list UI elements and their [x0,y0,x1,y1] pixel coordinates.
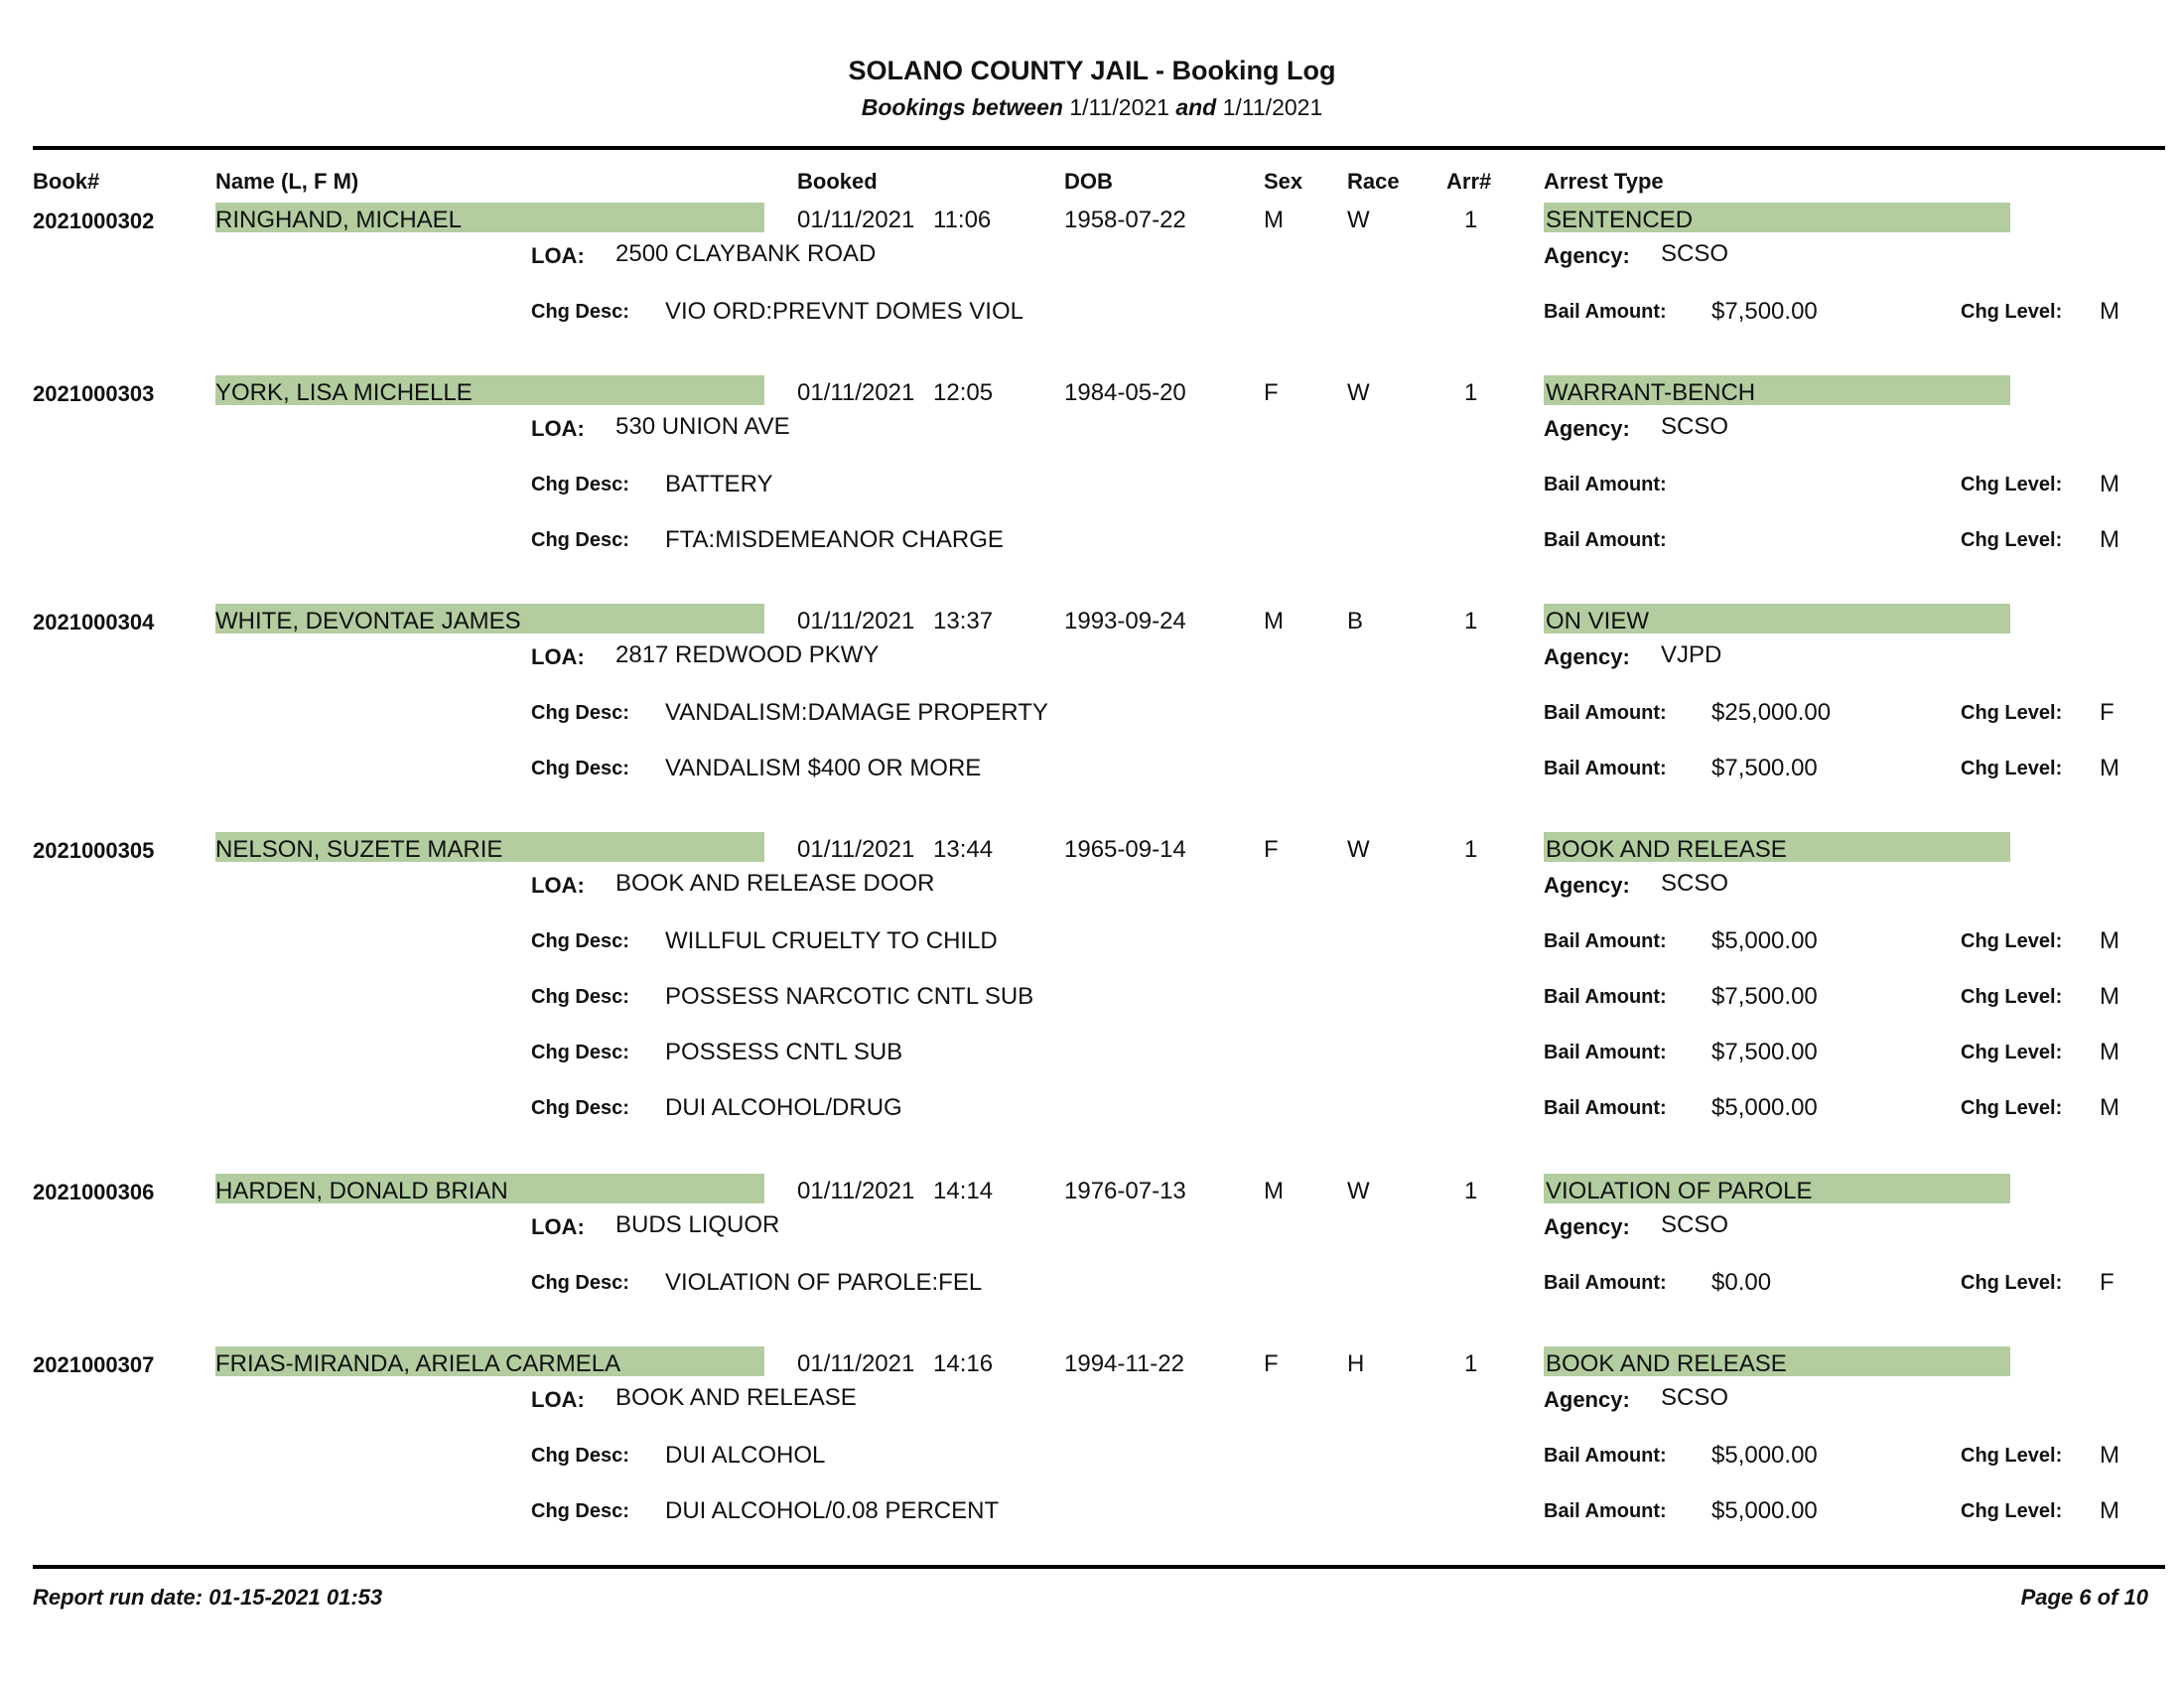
booked-time: 14:16 [933,1350,994,1377]
book-number: 2021000302 [33,209,155,233]
chg-level-label: Chg Level: [1961,1042,2063,1063]
bail-amount-label: Bail Amount: [1544,1097,1667,1119]
chg-level-value: M [2100,471,2119,497]
sex: M [1264,1178,1284,1204]
chg-desc-value: POSSESS NARCOTIC CNTL SUB [665,983,1034,1010]
chg-desc-value: VANDALISM:DAMAGE PROPERTY [665,699,1048,726]
subtitle-from-date: 1/11/2021 [1069,94,1169,120]
chg-level-value: M [2100,1039,2119,1065]
loa-label: LOA: [531,644,585,669]
race: W [1347,379,1370,406]
col-header-booked: Booked [797,169,878,194]
booked-date: 01/11/2021 [797,207,915,233]
arrest-type: BOOK AND RELEASE [1546,1350,1787,1377]
col-header-race: Race [1347,169,1400,194]
bail-amount-value: $0.00 [1711,1269,1772,1296]
agency-label: Agency: [1544,243,1630,268]
inmate-name: HARDEN, DONALD BRIAN [215,1178,508,1204]
inmate-name: NELSON, SUZETE MARIE [215,836,503,863]
booked-date: 01/11/2021 [797,608,915,634]
chg-desc-value: VANDALISM $400 OR MORE [665,755,982,781]
agency-value: VJPD [1661,641,1722,668]
dob: 1958-07-22 [1064,207,1186,233]
chg-level-value: M [2100,983,2119,1010]
col-header-name: Name (L, F M) [215,169,359,194]
race: W [1347,1178,1370,1204]
chg-desc-value: DUI ALCOHOL/DRUG [665,1094,902,1121]
chg-desc-label: Chg Desc: [531,702,629,724]
arrest-number: 1 [1464,1350,1478,1377]
sex: F [1264,836,1279,863]
report-run-date: Report run date: 01-15-2021 01:53 [33,1585,383,1610]
chg-level-label: Chg Level: [1961,986,2063,1008]
header-rule [33,146,2165,150]
chg-level-label: Chg Level: [1961,1500,2063,1522]
chg-desc-value: FTA:MISDEMEANOR CHARGE [665,526,1004,553]
chg-level-label: Chg Level: [1961,930,2063,952]
chg-level-value: F [2100,1269,2115,1296]
chg-level-label: Chg Level: [1961,1272,2063,1294]
bail-amount-label: Bail Amount: [1544,758,1667,779]
chg-desc-label: Chg Desc: [531,1500,629,1522]
bail-amount-label: Bail Amount: [1544,301,1667,323]
inmate-name: RINGHAND, MICHAEL [215,207,463,233]
booked-date: 01/11/2021 [797,1178,915,1204]
bail-amount-value: $5,000.00 [1711,927,1818,954]
chg-level-value: M [2100,927,2119,954]
bail-amount-label: Bail Amount: [1544,1042,1667,1063]
loa-value: 530 UNION AVE [615,413,790,440]
sex: F [1264,1350,1279,1377]
footer-rule [33,1565,2165,1569]
bail-amount-label: Bail Amount: [1544,1272,1667,1294]
booked-time: 13:44 [933,836,994,863]
subtitle-to-date: 1/11/2021 [1222,94,1323,120]
bail-amount-value: $7,500.00 [1711,755,1818,781]
booked-time: 11:06 [933,207,992,233]
chg-desc-label: Chg Desc: [531,930,629,952]
col-header-book: Book# [33,169,100,194]
chg-desc-value: POSSESS CNTL SUB [665,1039,903,1065]
subtitle-prefix: Bookings between [861,94,1063,120]
bail-amount-label: Bail Amount: [1544,986,1667,1008]
chg-level-label: Chg Level: [1961,301,2063,323]
chg-desc-value: DUI ALCOHOL/0.08 PERCENT [665,1497,1000,1524]
bail-amount-label: Bail Amount: [1544,474,1667,495]
chg-desc-label: Chg Desc: [531,301,629,323]
arrest-type: ON VIEW [1546,608,1650,634]
agency-label: Agency: [1544,873,1630,898]
loa-label: LOA: [531,416,585,441]
race: W [1347,207,1370,233]
chg-desc-label: Chg Desc: [531,474,629,495]
bail-amount-value: $7,500.00 [1711,1039,1818,1065]
book-number: 2021000306 [33,1180,155,1204]
arrest-number: 1 [1464,1178,1478,1204]
sex: F [1264,379,1279,406]
book-number: 2021000307 [33,1352,155,1377]
booked-time: 14:14 [933,1178,994,1204]
chg-desc-label: Chg Desc: [531,1042,629,1063]
race: W [1347,836,1370,863]
inmate-name: FRIAS-MIRANDA, ARIELA CARMELA [215,1350,621,1377]
chg-level-value: F [2100,699,2115,726]
race: H [1347,1350,1365,1377]
inmate-name: YORK, LISA MICHELLE [215,379,473,406]
agency-value: SCSO [1661,240,1729,267]
loa-label: LOA: [531,1387,585,1412]
bail-amount-label: Bail Amount: [1544,702,1667,724]
bail-amount-value: $5,000.00 [1711,1497,1818,1524]
agency-label: Agency: [1544,416,1630,441]
loa-value: 2500 CLAYBANK ROAD [615,240,877,267]
book-number: 2021000303 [33,381,155,406]
bail-amount-label: Bail Amount: [1544,930,1667,952]
chg-level-label: Chg Level: [1961,1097,2063,1119]
booked-date: 01/11/2021 [797,1350,915,1377]
arrest-number: 1 [1464,608,1478,634]
chg-level-label: Chg Level: [1961,702,2063,724]
chg-desc-value: WILLFUL CRUELTY TO CHILD [665,927,998,954]
chg-desc-label: Chg Desc: [531,1445,629,1467]
booked-date: 01/11/2021 [797,379,915,406]
report-subtitle [0,94,2184,121]
chg-desc-value: DUI ALCOHOL [665,1442,826,1469]
race: B [1347,608,1364,634]
page-number: Page 6 of 10 [2020,1585,2148,1610]
chg-desc-value: BATTERY [665,471,773,497]
arrest-number: 1 [1464,379,1478,406]
chg-level-label: Chg Level: [1961,758,2063,779]
col-header-sex: Sex [1264,169,1303,194]
booked-time: 13:37 [933,608,994,634]
chg-desc-label: Chg Desc: [531,986,629,1008]
chg-desc-label: Chg Desc: [531,1097,629,1119]
agency-value: SCSO [1661,870,1729,897]
arrest-number: 1 [1464,836,1478,863]
loa-value: 2817 REDWOOD PKWY [615,641,880,668]
booked-date: 01/11/2021 [797,836,915,863]
dob: 1976-07-13 [1064,1178,1186,1204]
bail-amount-value: $7,500.00 [1711,298,1818,325]
col-header-dob: DOB [1064,169,1113,194]
chg-level-value: M [2100,755,2119,781]
chg-desc-label: Chg Desc: [531,758,629,779]
loa-value: BUDS LIQUOR [615,1211,780,1238]
dob: 1993-09-24 [1064,608,1186,634]
agency-label: Agency: [1544,1214,1630,1239]
agency-value: SCSO [1661,413,1729,440]
chg-level-label: Chg Level: [1961,529,2063,551]
chg-desc-label: Chg Desc: [531,1272,629,1294]
dob: 1965-09-14 [1064,836,1186,863]
agency-label: Agency: [1544,644,1630,669]
report-title: SOLANO COUNTY JAIL - Booking Log [848,56,1336,85]
chg-level-value: M [2100,526,2119,553]
chg-level-label: Chg Level: [1961,474,2063,495]
bail-amount-value: $5,000.00 [1711,1442,1818,1469]
bail-amount-label: Bail Amount: [1544,1445,1667,1467]
bail-amount-value: $7,500.00 [1711,983,1818,1010]
chg-level-value: M [2100,1497,2119,1524]
book-number: 2021000305 [33,838,155,863]
dob: 1984-05-20 [1064,379,1186,406]
col-header-arrest-type: Arrest Type [1544,169,1664,194]
agency-label: Agency: [1544,1387,1630,1412]
book-number: 2021000304 [33,610,155,634]
col-header-arr: Arr# [1446,169,1492,194]
bail-amount-label: Bail Amount: [1544,1500,1667,1522]
chg-level-label: Chg Level: [1961,1445,2063,1467]
booked-time: 12:05 [933,379,994,406]
chg-level-value: M [2100,1094,2119,1121]
arrest-number: 1 [1464,207,1478,233]
dob: 1994-11-22 [1064,1350,1184,1377]
chg-desc-value: VIO ORD:PREVNT DOMES VIOL [665,298,1024,325]
subtitle-and: and [1175,94,1217,120]
chg-desc-label: Chg Desc: [531,529,629,551]
inmate-name: WHITE, DEVONTAE JAMES [215,608,521,634]
chg-desc-value: VIOLATION OF PAROLE:FEL [665,1269,983,1296]
agency-value: SCSO [1661,1384,1729,1411]
arrest-type: SENTENCED [1546,207,1694,233]
arrest-type: WARRANT-BENCH [1546,379,1756,406]
loa-label: LOA: [531,243,585,268]
chg-level-value: M [2100,1442,2119,1469]
bail-amount-label: Bail Amount: [1544,529,1667,551]
arrest-type: BOOK AND RELEASE [1546,836,1787,863]
bail-amount-value: $5,000.00 [1711,1094,1818,1121]
chg-level-value: M [2100,298,2119,325]
loa-value: BOOK AND RELEASE DOOR [615,870,935,897]
loa-label: LOA: [531,873,585,898]
bail-amount-value: $25,000.00 [1711,699,1832,726]
sex: M [1264,207,1284,233]
loa-label: LOA: [531,1214,585,1239]
agency-value: SCSO [1661,1211,1729,1238]
sex: M [1264,608,1284,634]
loa-value: BOOK AND RELEASE [615,1384,857,1411]
arrest-type: VIOLATION OF PAROLE [1546,1178,1813,1204]
